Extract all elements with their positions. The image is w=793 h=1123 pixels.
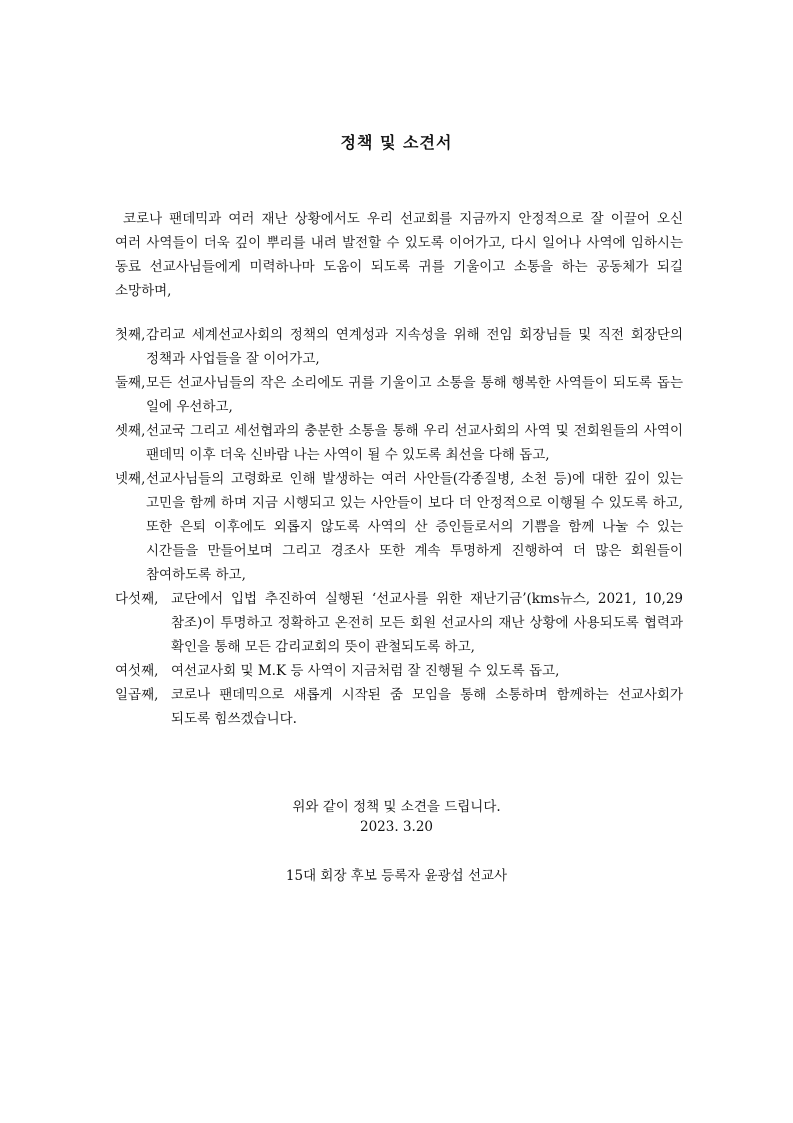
- list-item: [115, 419, 683, 467]
- list-item: [115, 371, 683, 419]
- item-label: 다섯째,: [115, 591, 159, 607]
- signature-line: 15대 회장 후보 등록자 윤광섭 선교사: [285, 868, 508, 884]
- list-item: [115, 683, 683, 731]
- closing-statement: 위와 같이 정책 및 소견을 드립니다.: [292, 799, 501, 815]
- item-text: 교단에서 입법 추진하여 실행된 ‘선교사를 위한 재난기금’(kms뉴스, 2021, 10,29 참조)이 투명하고 정확하고 온전히 모든 회원 선교사의 재난 상황에 사용되도록 협력과 확인을 통해 모든 감리교회의 뜻이 관철되도록 하고,: [171, 591, 683, 655]
- list-item: [115, 587, 683, 659]
- item-label: 둘째,: [115, 375, 146, 391]
- item-text: 모든 선교사님들의 작은 소리에도 귀를 기울이고 소통을 통해 행복한 사역들이 되도록 돕는 일에 우선하고,: [146, 375, 683, 415]
- item-text: 선교사님들의 고령화로 인해 발생하는 여러 사안들(각종질병, 소천 등)에 대한 깊이 있는 고민을 함께 하며 지금 시행되고 있는 사안들이 보다 더 안정적으로 이행될 수 있도록 하고, 또한 은퇴 이후에도 외롭지 않도록 사역의 산 증인들로서의 기쁨을 함께 나눌 수 있는 시간들을 만들어보며 그리고 경조사 또한 계속 투명하게 진행하여 더 많은 회원들이 참여하도록 하고,: [146, 471, 683, 583]
- document-title: 정책 및 소견서: [340, 133, 453, 152]
- item-text: 코로나 팬데믹으로 새롭게 시작된 줌 모임을 통해 소통하며 함께하는 선교사회가 되도록 힘쓰겠습니다.: [171, 687, 683, 727]
- list-item: [115, 659, 683, 683]
- intro-paragraph: 코로나 팬데믹과 여러 재난 상황에서도 우리 선교회를 지금까지 안정적으로 잘 이끌어 오신 여러 사역들이 더욱 깊이 뿌리를 내려 발전할 수 있도록 이어가고, 다시 일어나 사역에 임하시는 동료 선교사님들에게 미력하나마 도움이 되도록 귀를 기울이고 소통을 하는 공동체가 되길 소망하며,: [115, 211, 683, 299]
- item-text: 여선교사회 및 M.K 등 사역이 지금처럼 잘 진행될 수 있도록 돕고,: [171, 663, 560, 679]
- item-label: 첫째,: [115, 327, 146, 343]
- list-item: [115, 467, 683, 587]
- list-item: [115, 323, 683, 371]
- item-text: 선교국 그리고 세선협과의 충분한 소통을 통해 우리 선교사회의 사역 및 전회원들의 사역이 팬데믹 이후 더욱 신바람 나는 사역이 될 수 있도록 최선을 다해 돕고,: [146, 423, 683, 463]
- item-label: 넷째,: [115, 471, 146, 487]
- policy-list: [115, 323, 683, 731]
- document-date: 2023. 3.20: [360, 819, 433, 835]
- item-label: 일곱째,: [115, 687, 159, 703]
- item-text: 감리교 세계선교사회의 정책의 연계성과 지속성을 위해 전임 회장님들 및 직전 회장단의 정책과 사업들을 잘 이어가고,: [146, 327, 683, 367]
- item-label: 여섯째,: [115, 663, 159, 679]
- item-label: 셋째,: [115, 423, 146, 439]
